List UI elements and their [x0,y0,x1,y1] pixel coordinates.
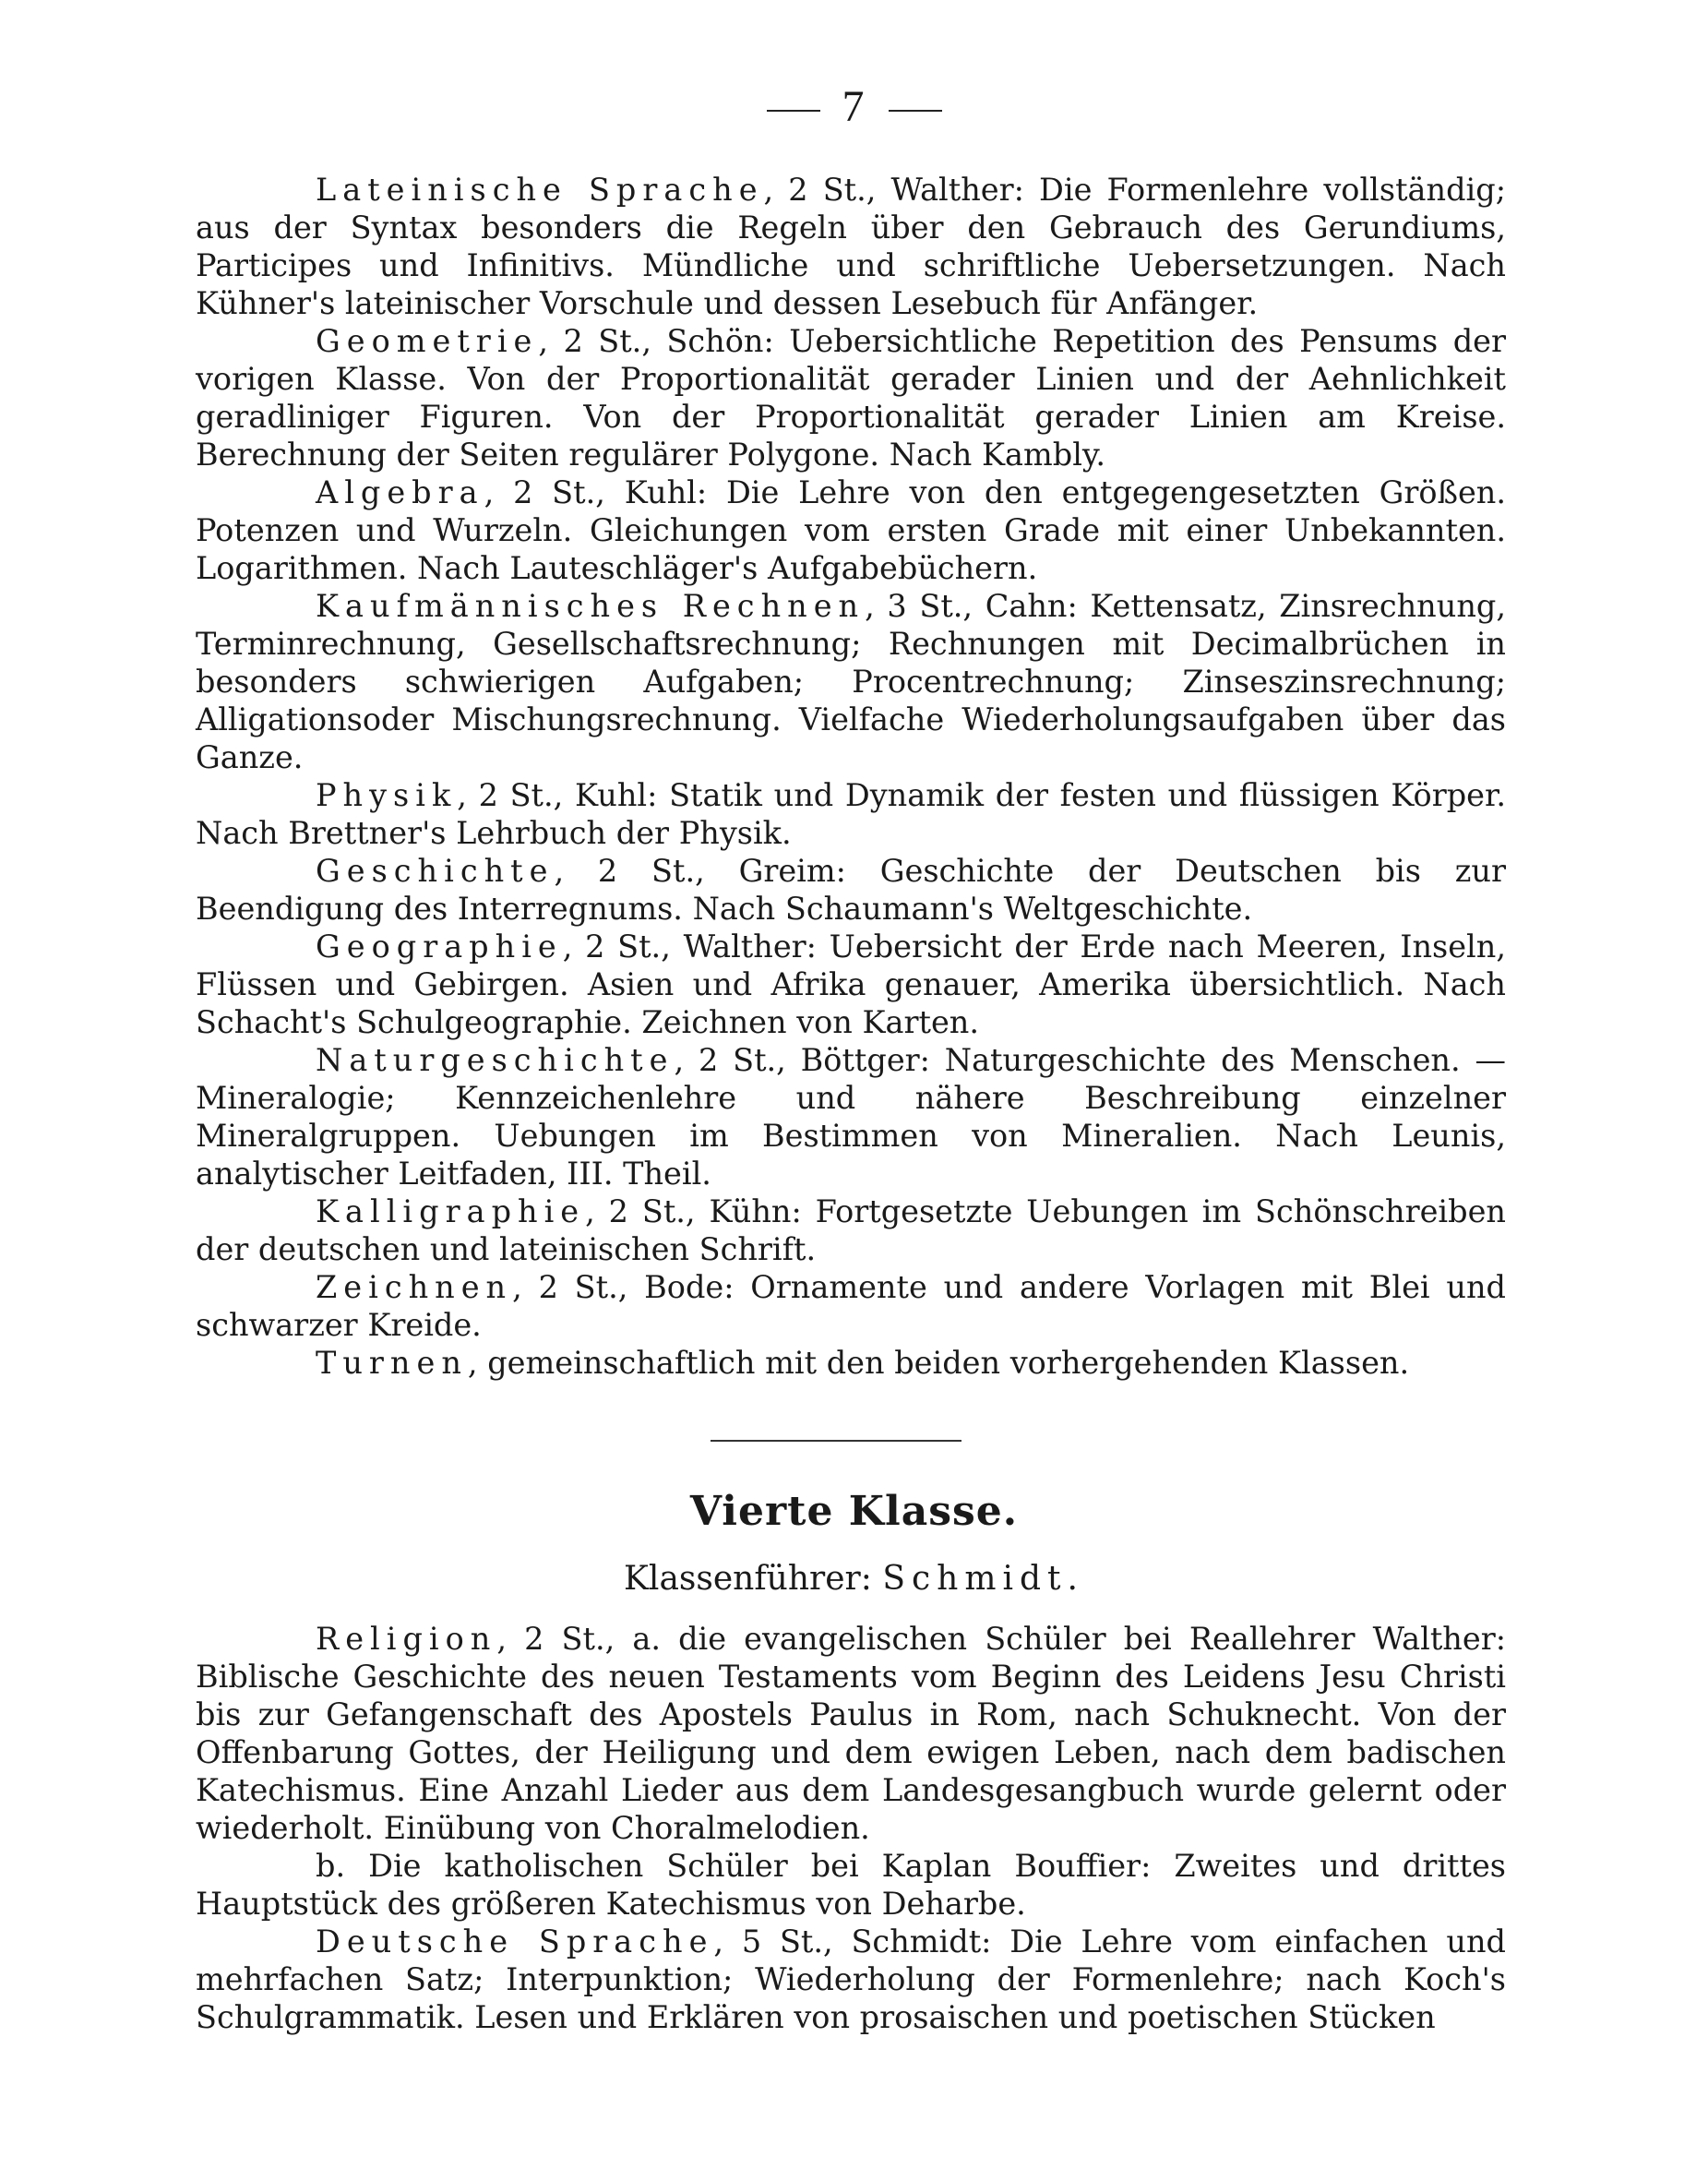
subject-title: Geschichte [316,853,555,889]
subject-title: Physik [316,777,458,813]
paragraph-drawing [196,1268,1506,1344]
paragraph-physics [196,776,1506,852]
page-number-value: 7 [842,82,866,131]
subject-text: , 5 St., Schmidt: Die Lehre vom einfachen und mehrfachen Satz; Interpunktion; Wiederholung der Formenlehre; nach Koch's Schulgrammatik. Lesen und Erklären von prosaischen und poetischen Stücken [196,1923,1506,2035]
paragraph-calligraphy [196,1192,1506,1268]
subject-text: , 2 St., Schön: Uebersichtliche Repetition des Pensums der vorigen Klasse. Von der Proportionalität gerader Linien und der Aehnlichkeit geradliniger Figuren. Von der Proportionalität gerader Linien am Kreise. Berechnung der Seiten regulärer Polygone. Nach Kambly. [196,323,1506,473]
section-fourth-class [196,1620,1506,2036]
class-leader-name: Schmidt. [882,1560,1084,1598]
subject-title: Turnen [316,1345,468,1381]
subject-text: , 2 St., Kühn: Fortgesetzte Uebungen im Schönschreiben der deutschen und lateinischen Schrift. [196,1193,1506,1267]
subject-title: Geographie [316,929,563,965]
paragraph-german [196,1923,1506,2036]
subject-text: , gemeinschaftlich mit den beiden vorhergehenden Klassen. [467,1345,1410,1381]
subject-title: Religion [316,1621,497,1657]
paragraph-religion [196,1620,1506,1847]
subject-title: Zeichnen [316,1269,513,1305]
subject-title: Algebra [316,474,484,510]
class-leader [0,1560,1708,1598]
subject-text: , 3 St., Cahn: Kettensatz, Zinsrechnung, Terminrechnung, Gesellschaftsrechnung; Rechnungen mit Decimalbrüchen in besonders schwierigen Aufgaben; Procentrechnung; Zinseszinsrechnung; Alligationsoder Mischungsrechnung. Vielfache Wiederholungsaufgaben über das Ganze. [196,588,1506,775]
class-heading: Vierte Klasse. [689,1488,1019,1535]
subject-text: , 2 St., Walther: Die Formenlehre vollständig; aus der Syntax besonders die Regeln über den Gebrauch des Gerundiums, Participes und Infinitivs. Mündliche und schriftliche Uebersetzungen. Nach Kühner's lateinischer Vorschule und dessen Lesebuch für Anfänger. [196,172,1506,321]
dash-right [889,110,942,112]
subject-title: Lateinische Sprache [316,172,764,208]
paragraph-history [196,852,1506,928]
subject-text: , 2 St., Bode: Ornamente und andere Vorlagen mit Blei und schwarzer Kreide. [196,1269,1506,1343]
paragraph-algebra [196,473,1506,587]
paragraph-geography [196,928,1506,1041]
section-divider [711,1440,961,1442]
dash-left [767,110,820,112]
subject-text: , 2 St., a. die evangelischen Schüler bei Reallehrer Walther: Biblische Geschichte des neuen Testaments vom Beginn des Leidens Jesu Christi bis zur Gefangenschaft des Apostels Paulus in Rom, nach Schuknecht. Von der Offenbarung Gottes, der Heiligung und dem ewigen Leben, nach dem badischen Katechismus. Eine Anzahl Lieder aus dem Landesgesangbuch wurde gelernt oder wiederholt. Einübung von Choralmelodien. [196,1621,1506,1846]
paragraph-geometry [196,322,1506,473]
subject-title: Kaufmännisches Rechnen [316,588,866,624]
subject-text: , 2 St., Greim: Geschichte der Deutschen bis zur Beendigung des Interregnums. Nach Schaumann's Weltgeschichte. [196,853,1506,927]
section-curriculum-top [196,171,1506,1382]
subject-text: , 2 St., Kuhl: Statik und Dynamik der festen und flüssigen Körper. Nach Brettner's Lehrbuch der Physik. [196,777,1506,851]
paragraph-commercial-arithmetic [196,587,1506,776]
paragraph-gymnastics [196,1344,1506,1382]
subject-text: , 2 St., Walther: Uebersicht der Erde nach Meeren, Inseln, Flüssen und Gebirgen. Asien und Afrika genauer, Amerika übersichtlich. Nach Schacht's Schulgeographie. Zeichnen von Karten. [196,929,1506,1040]
page-number [0,81,1708,132]
paragraph-latin [196,171,1506,322]
subject-text: , 2 St., Kuhl: Die Lehre von den entgegengesetzten Größen. Potenzen und Wurzeln. Gleichungen vom ersten Grade mit einer Unbekannten. Logarithmen. Nach Lauteschläger's Aufgabebüchern. [196,474,1506,586]
subject-title: Geometrie [316,323,539,359]
subject-title: Naturgeschichte [316,1042,675,1078]
paragraph-religion-catholic [196,1847,1506,1923]
subject-text: b. Die katholischen Schüler bei Kaplan Bouffier: Zweites und drittes Hauptstück des größeren Katechismus von Deharbe. [196,1848,1506,1922]
subject-title: Kalligraphie [316,1193,586,1229]
paragraph-natural-history [196,1041,1506,1192]
subject-title: Deutsche Sprache [316,1923,714,1959]
class-leader-label: Klassenführer: [624,1560,872,1598]
subject-text: , 2 St., Böttger: Naturgeschichte des Menschen. — Mineralogie; Kennzeichenlehre und nähere Beschreibung einzelner Mineralgruppen. Uebungen im Bestimmen von Mineralien. Nach Leunis, analytischer Leitfaden, III. Theil. [196,1042,1506,1192]
